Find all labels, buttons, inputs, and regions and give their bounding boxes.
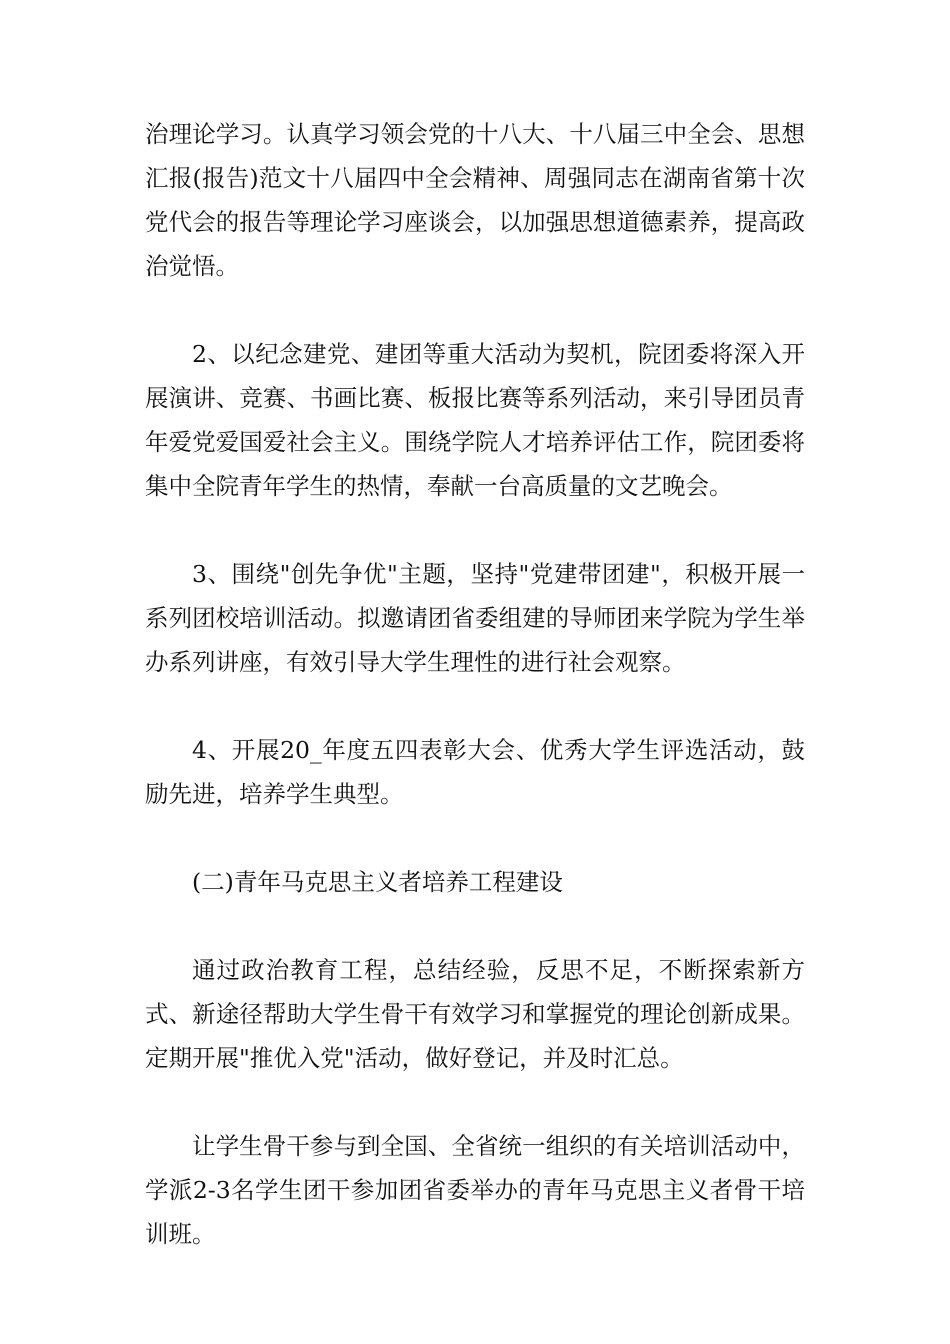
paragraph-theory-study: 治理论学习。认真学习领会党的十八大、十八届三中全会、思想汇报(报告)范文十八届四中全会精神、周强同志在湖南省第十次党代会的报告等理论学习座谈会，以加强思想道德素养，提高政治觉悟。 <box>145 120 805 280</box>
paragraph-item-3: 3、围绕"创先争优"主题，坚持"党建带团建"，积极开展一系列团校培训活动。拟邀请团省委组建的导师团来学院为学生举办系列讲座，有效引导大学生理性的进行社会观察。 <box>145 560 805 676</box>
paragraph-item-2: 2、以纪念建党、建团等重大活动为契机，院团委将深入开展演讲、竞赛、书画比赛、板报比赛等系列活动，来引导团员青年爱党爱国爱社会主义。围绕学院人才培养评估工作，院团委将集中全院青年学生的热情，奉献一台高质量的文艺晚会。 <box>145 340 805 500</box>
section-heading: (二)青年马克思主义者培养工程建设 <box>192 868 563 896</box>
paragraph-cadre-training: 让学生骨干参与到全国、全省统一组织的有关培训活动中，学派2-3名学生团干参加团省委举办的青年马克思主义者骨干培训班。 <box>145 1132 805 1248</box>
paragraph-political-education: 通过政治教育工程，总结经验，反思不足，不断探索新方式、新途径帮助大学生骨干有效学习和掌握党的理论创新成果。定期开展"推优入党"活动，做好登记，并及时汇总。 <box>145 956 805 1072</box>
document-page <box>145 112 805 1300</box>
paragraph-item-4: 4、开展20_年度五四表彰大会、优秀大学生评选活动，鼓励先进，培养学生典型。 <box>145 736 805 808</box>
